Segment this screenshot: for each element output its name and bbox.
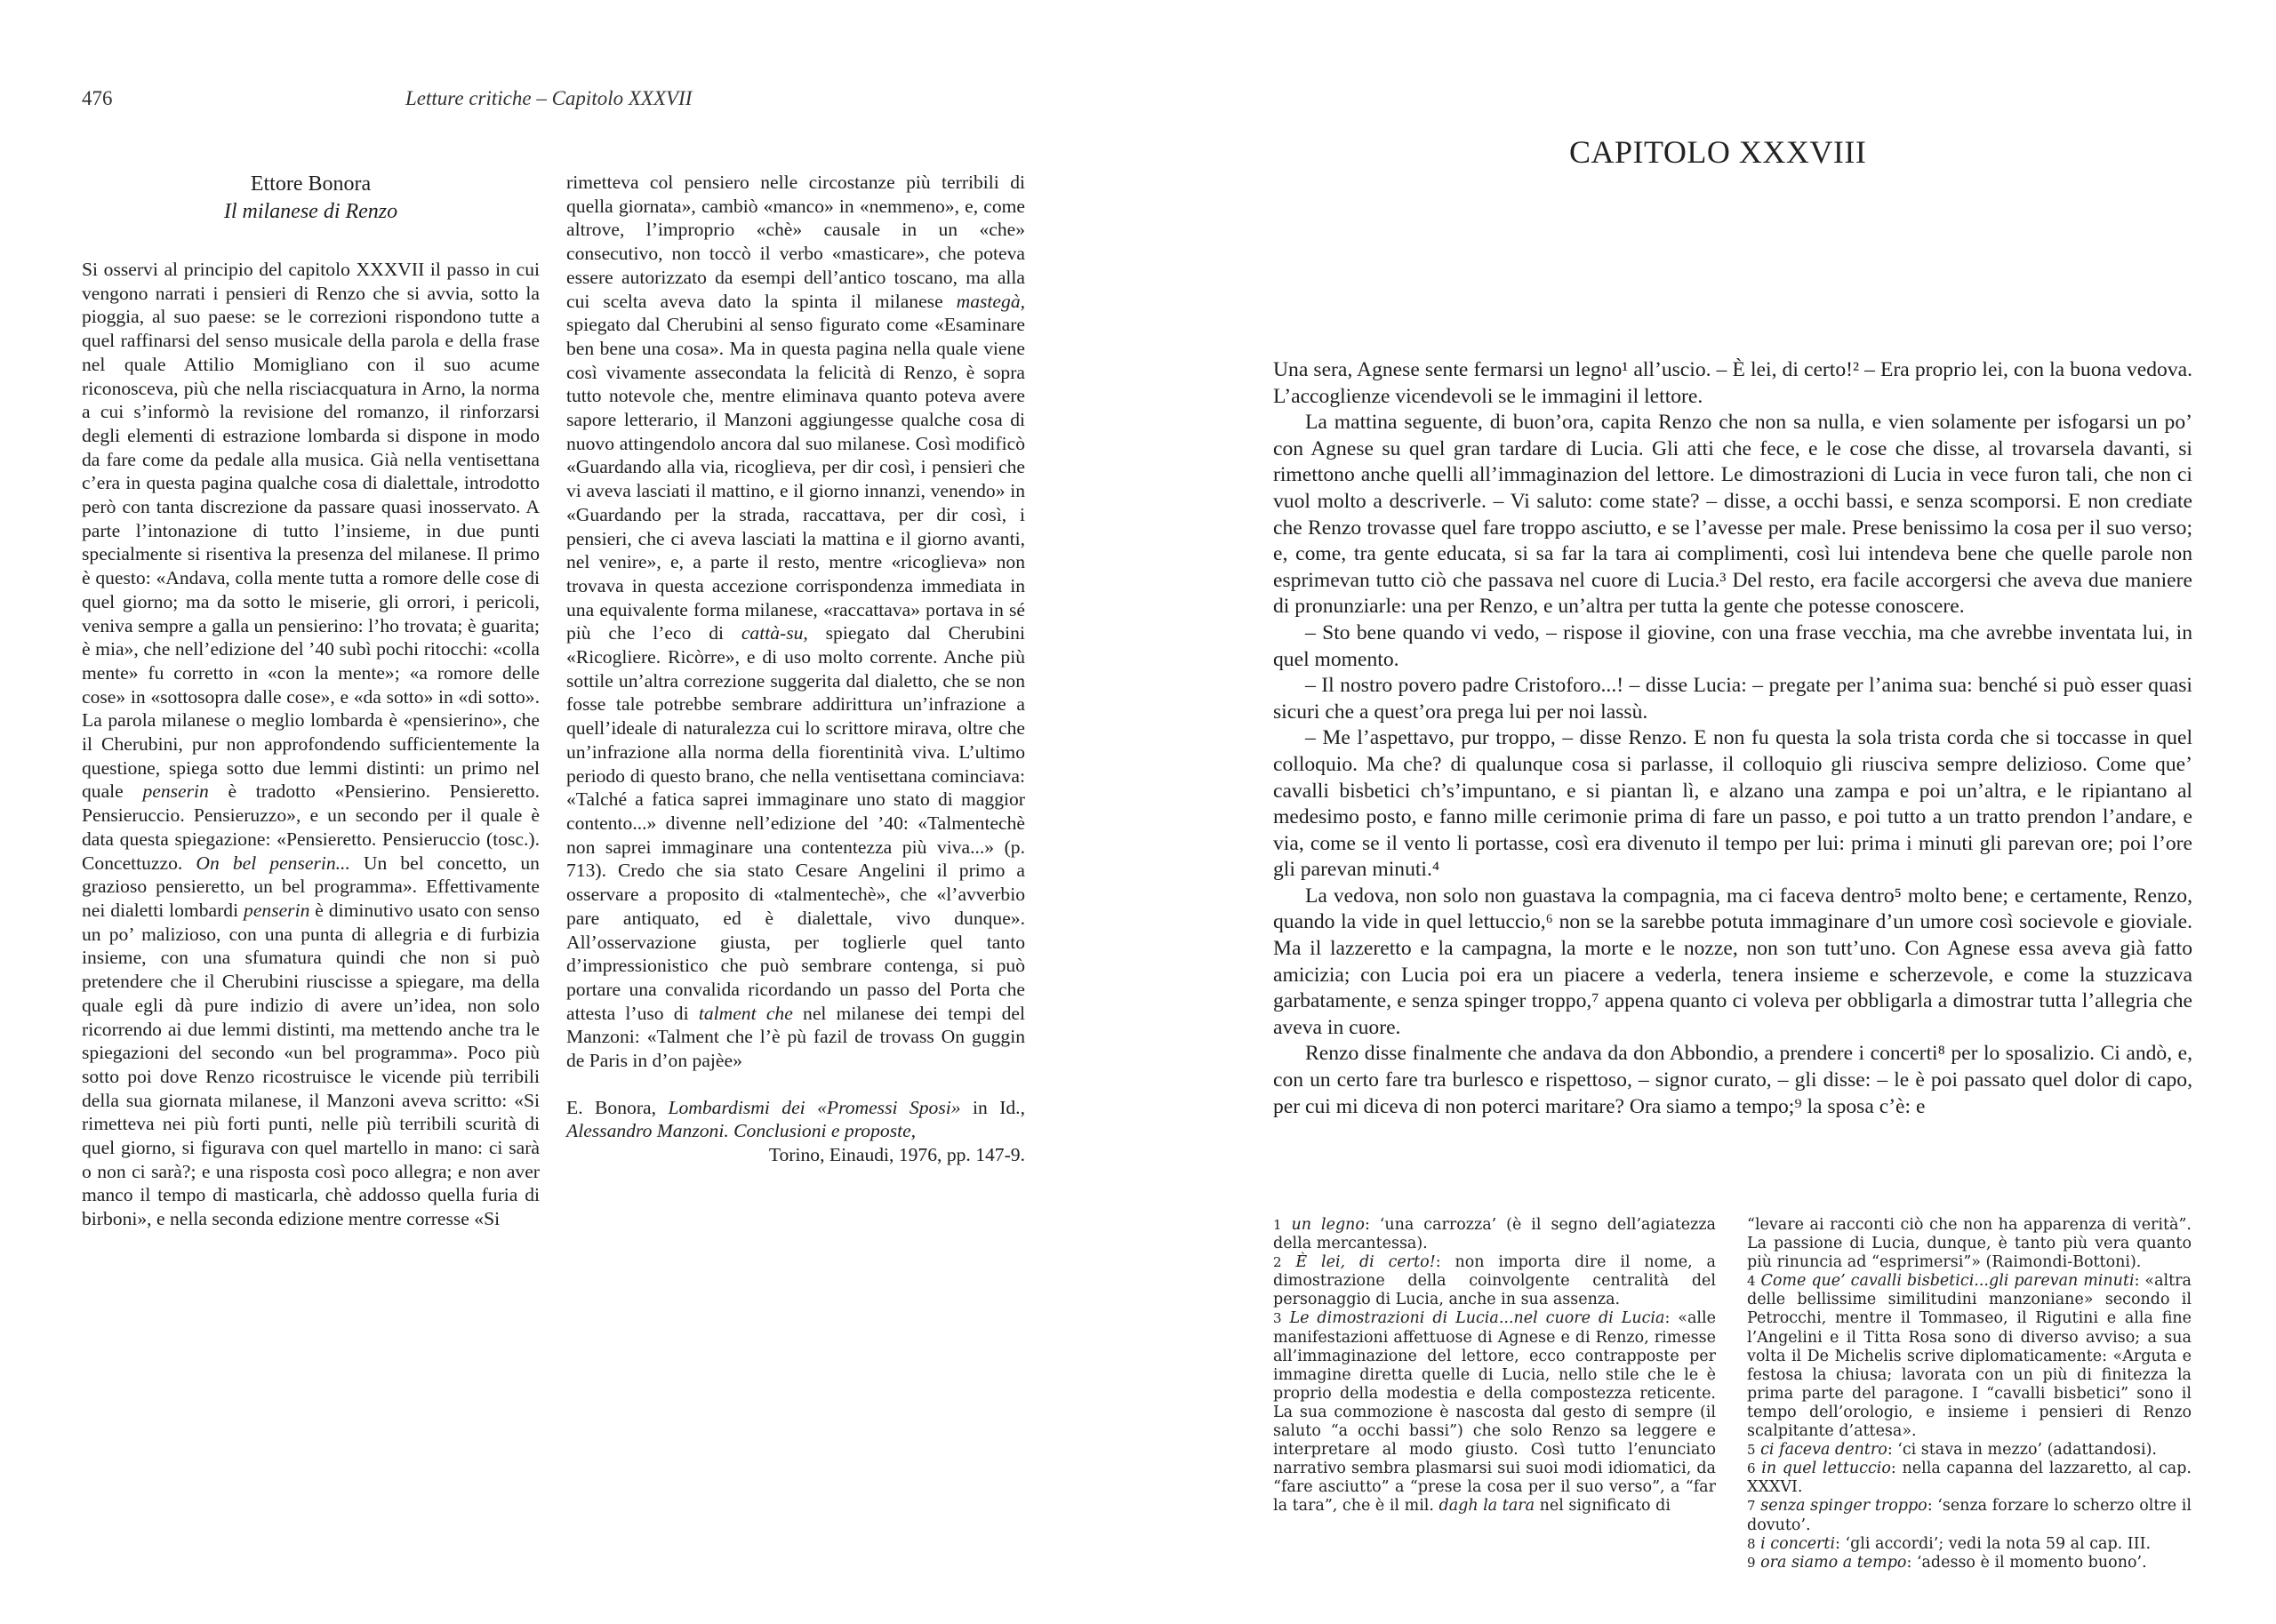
essay-text-part-1: Si osservi al principio del capitolo XXXVII il passo in cui vengono narrati i pensieri di Renzo che si avvia, sotto la pioggia, al suo paese: se le correzioni rispondono tutte a quel raffinarsi del senso musicale della parola e della frase nel quale Attilio Momigliano con il suo acume riconosceva, più che nella risciacquatura in Arno, la norma a cui s’informò la revisione del romanzo, il rinforzarsi degli elementi di estrazione lombarda si dispone in modo da fare come da pedale alla musica. Già nella ventisettana c’era in questa pagina qualche cosa di dialettale, introdotto però con tanta discrezione da passare quasi inosservato. A parte l’intonazione di tutto l’insieme, in due punti specialmente si risentiva la presenza del milanese. Il primo è questo: «Andava, colla mente tutta a romore delle cose di quel giorno; ma da sotto le miserie, gli orrori, i pericoli, veniva sempre a galla un pensierino: l’ho trovata; è guarita; è mia», che nell’edizione del ’40 subì pochi ritocchi: «colla mente» fu corretto in «con la mente»; «a romore delle cose» in «sottosopra dalle cose», e «da sotto» in «di sotto». La parola milanese o meglio lombarda è «pensierino», che il Cherubini, pur non approfondendo sufficientemente la questione, spiega sotto due lemmi distinti: un primo nel quale penserin è tradotto «Pensierino. Pensieretto. Pensieruccio. Pensieruzzo», e un secondo per il quale è data questa spiegazione: «Pensieretto. Pensieruccio (tosc.). Concettuzzo. On bel penserin... Un bel concetto, un grazioso pensieretto, un bel programma». Effettivamente nei dialetti lombardi penserin è diminutivo usato con senso un po’ malizioso, con una punta di allegria e di furbizia insieme, con una sfumatura quindi che non si può pretendere che il Cherubini riuscisse a spiegare, ma della quale egli dà pure indizio di avere un’idea, non solo ricorrendo ai due lemmi distinti, ma mettendo anche tra le spiegazioni del secondo «un bel programma». Poco più sotto poi dove Renzo ricostruisce le vicende più terribili della sua giornata milanese, il Manzoni aveva scritto: «Si rimetteva nei più forti punti, nelle più terribili scurità di quel giorno, si figurava con quel martello in mano: ci sarà o non ci sarà?; e una risposta così poco allegra; e non aver manco il tempo di masticarla, chè addosso quella furia di birboni», e nella seconda edizione mentre corresse «Si	[82, 259, 540, 1230]
essay-text-run: spiegato dal Cherubini «Ricogliere. Ricòrre», e di uso molto corrente. Anche più sottile un’altra correzione suggerita dal dialetto, che se non fosse tale potrebbe sembrare addirittura un’infrazione a quell’ideale di naturalezza cui lo scrittore mirava, oltre che un’infrazione alla norma della fiorentinità viva. L’ultimo periodo di questo brano, che nella ventisettana cominciava: «Talché a fatica saprei immaginare uno stato di maggior contento...» divenne nell’edizione del ’40: «Talmentechè non saprei immaginare una contentezza più viva...» (p. 713). Credo che sia stato Cesare Angelini il primo a osservare a proposito di «talmentechè», che «l’avverbio pare antiquato, ed è dialettale, vivo dunque». All’osservazione giusta, per toglierle quel tanto d’impressionistico che può sembrare contenga, si può portare una convalida ricordando un passo del Porta che attesta l’uso di	[566, 622, 1025, 1024]
essay-title: Il milanese di Renzo	[223, 200, 398, 223]
chapter-paragraph: Una sera, Agnese sente fermarsi un legno¹ all’uscio. – È lei, di certo!² – Era proprio lei, con la buona vedova. L’accoglienze vicendevoli se le immagini il lettore.	[1273, 358, 2192, 408]
chapter-paragraph: – Sto bene quando vi vedo, – rispose il giovine, con una frase vecchia, ma che avrebbe inventata lui, in quel momento.	[1273, 620, 2192, 671]
footnote: 2 È lei, di certo!: non importa dire il nome, a dimostrazione della coinvolgente centralità del personaggio di Lucia, anche in sua assenza.	[1273, 1253, 1716, 1309]
footnote: 1 un legno: ‘una carrozza’ (è il segno dell’agiatezza della mercantessa).	[1273, 1216, 1716, 1253]
chapter-text	[1273, 357, 2192, 1120]
chapter-paragraph: – Il nostro povero padre Cristoforo...! – disse Lucia: – pregate per l’anima sua: benché si può esser quasi sicuri che a quest’ora prega lui per noi lassù.	[1273, 674, 2192, 724]
footnotes-column-1	[1273, 1216, 1716, 1516]
essay-italic: cattà-su,	[741, 622, 808, 644]
footnotes-column-2	[1747, 1216, 2192, 1572]
page-number: 476	[82, 87, 113, 109]
essay-italic: talment che	[698, 1002, 793, 1024]
essay-author: Ettore Bonora	[250, 172, 372, 196]
right-page	[1138, 0, 2276, 1624]
footnote: 5 ci faceva dentro: ‘ci stava in mezzo’ (adattandosi).	[1747, 1441, 2157, 1460]
footnote: 8 i concerti: ‘gli accordi’; vedi la nota 59 al cap. III.	[1747, 1534, 2152, 1553]
footnote: 7 senza spinger troppo: ‘senza forzare lo scherzo oltre il dovuto’.	[1747, 1497, 2192, 1534]
footnote-continued: nel significato di	[1539, 1497, 1671, 1516]
essay-source-citation: E. Bonora, Lombardismi dei «Promessi Sposi» in Id., Alessandro Manzoni. Conclusioni e proposte, Torino, Einaudi, 1976, pp. 147-9.	[566, 1096, 1025, 1166]
essay-text-continued: è diminutivo usato con senso un po’ malizioso, con una punta di allegria e di furbizia insieme, con una sfumatura quindi che non si può pretendere che il Cherubini riuscisse a spiegare, ma della quale egli dà pure indizio di avere un’idea, non solo ricorrendo ai due lemmi distinti, ma mettendo anche tra le spiegazioni del secondo «un bel programma». Poco più sotto poi dove Renzo ricostruisce le vicende più terribili della sua giornata milanese, il Manzoni aveva scritto: «Si rimetteva nei più forti punti, nelle più terribili scurità di quel giorno, si figurava con quel martello in mano: ci sarà o non ci sarà?; e una risposta così poco allegra; e non aver manco il tempo di masticarla, chè addosso quella furia di birboni», e nella seconda edizione mentre corresse «Si	[82, 899, 540, 1230]
essay-header	[82, 171, 540, 226]
essay-italic: mastegà,	[956, 290, 1026, 312]
chapter-paragraph: Renzo disse finalmente che andava da don Abbondio, a prendere i concerti⁸ per lo sposalizio. Ci andò, e, con un certo fare tra burlesco e rispettoso, – signor curato, – gli disse: – le è poi passato quel dolor di capo, per cui mi diceva di non poterci maritare? Ora siamo a tempo;⁹ la sposa c’è: e	[1273, 1042, 2192, 1118]
essay-text-run: spiegato dal Cherubini al senso figurato come «Esaminare ben bene una cosa». Ma in questa pagina nella quale viene così vivamente assecondata la felicità di Renzo, è sopra tutto notevole che, mentre eliminava quanto poteva avere sapore letterario, il Manzoni aggiungesse qualche cosa di nuovo attingendolo ancora dal suo milanese. Così modificò «Guardando alla via, ricoglieva, per dir così, i pensieri che vi aveva lasciati il mattino, e il giorno innanzi, venendo» in «Guardando per la strada, raccattava, per dir così, i pensieri, che ci aveva lasciati la mattina e il giorno avanti, nel venire», e, a parte il resto, mentre «ricoglieva» non trovava in questa accezione corrispondenza immediata in una equivalente forma milanese, «raccattava» portava in sé più che l’eco di	[566, 314, 1025, 644]
footnote: 3 Le dimostrazioni di Lucia...nel cuore di Lucia: «alle manifestazioni affettuose di Agnese e di Renzo, rimesse all’immaginazione del lettore, ecco contrapposte per immagine diretta quelle di Lucia, nello stile che le è proprio della modestia e della compostezza reticente. La sua commozione è nascosta dal gesto di sempre (il saluto “a occhi bassi”) che solo Renzo sa leggere e interpretare al modo giusto. Così tutto l’enunciato narrativo sembra plasmarsi sui suoi modi idiomatici, da “fare asciutto” a “prese la cosa per il suo verso”, a “far la tara”, che è il mil. dagh la tara nel significato di	[1273, 1309, 1716, 1516]
essay-text-part-2	[566, 171, 1025, 1073]
chapter-paragraph: La mattina seguente, di buon’ora, capita Renzo che non sa nulla, e vien solamente per isfogarsi un po’ con Agnese su quel gran tardare di Lucia. Gli atti che fece, e le cose che disse, al trovarsela davanti, si rimettono anche quelli all’immaginazion del lettore. Le dimostrazioni di Lucia in vece furon tali, che non ci vuol molto a descriverle. – Vi saluto: come state? – disse, a occhi bassi, e senza scomporsi. E non crediate che Renzo trovasse quel fare troppo asciutto, e se l’avesse per male. Prese benissimo la cosa per il suo verso; e, come, tra gente educata, si sa far la tara ai complimenti, così lui intendeva bene che quelle parole non esprimevan tutto ciò che passava nel cuore di Lucia.³ Del resto, era facile accorgersi che aveva due maniere di pronunziarle: una per Renzo, e un’altra per tutta la gente che potesse conoscere.	[1273, 411, 2192, 619]
footnote-carryover: “levare ai racconti ciò che non ha apparenza di verità”. La passione di Lucia, dunque, è tanto più vera quanto più rinuncia ad “esprimersi”» (Raimondi-Bottoni).	[1747, 1216, 2192, 1272]
footnote: 6 in quel lettuccio: nella capanna del lazzaretto, al cap. XXXVI.	[1747, 1460, 2192, 1497]
running-title: Letture critiche – Capitolo XXXVII	[405, 87, 693, 109]
chapter-heading: CAPITOLO XXXVIII	[1569, 134, 1867, 170]
essay-column-2	[566, 171, 1025, 1167]
footnote: 9 ora siamo a tempo: ‘adesso è il momento buono’.	[1747, 1553, 2147, 1572]
essay-column-1	[82, 171, 540, 1231]
footnote: 4 Come que’ cavalli bisbetici...gli parevan minuti: «altra delle bellissime similitudini manzoniane» secondo il Petrocchi, mentre il Tommaseo, il Rigutini e alla fine l’Angelini e il Titta Rosa sono di diverso avviso; a sua volta il De Michelis scrive diplomaticamente: «Arguta e festosa la chiusa; lavorata con un più di finitezza la prima parte del paragone. I “cavalli bisbetici” sono il tempo dell’orologio, e insieme i pensieri di Renzo scalpitante d’attesa».	[1747, 1272, 2192, 1441]
chapter-paragraph: – Me l’aspettavo, pur troppo, – disse Renzo. E non fu questa la sola trista corda che si toccasse in quel colloquio. Ma che? di qualunque cosa si parlasse, il colloquio gli riusciva sempre delizioso. Come que’ cavalli bisbetici ch’s’impuntano, e si piantan lì, e alzano una zampa e poi un’altra, e le ripiantano al medesimo posto, e fanno mille cerimonie prima di fare un passo, e poi tutto a un tratto prendon l’andare, e via, come se il vento li portasse, così era divenuto il tempo per lui: prima i minuti gli parevan ore; poi l’ore gli parevan minuti.⁴	[1273, 726, 2192, 882]
essay-text-run: nel milanese dei tempi del Manzoni: «Talment che l’è pù fazil de trovass On guggin de Paris in d’on pajèe»	[566, 1002, 1025, 1072]
chapter-paragraph: La vedova, non solo non guastava la compagnia, ma ci faceva dentro⁵ molto bene; e certamente, Renzo, quando la vide in quel lettuccio,⁶ non se la sarebbe potuta immaginare d’un umore così socievole e gioviale. Ma il lazzeretto e la campagna, la morte e le nozze, non son tutt’uno. Con Agnese essa aveva già fatto amicizia; con Lucia poi era un piacere a vederla, tenera insieme e scherzevole, e come la stuzzicava garbatamente, e senza spinger troppo,⁷ appena quanto ci voleva per obbligarla a dimostrar tutta l’allegria che aveva in cuore.	[1273, 884, 2192, 1039]
essay-text-run: rimetteva col pensiero nelle circostanze più terribili di quella giornata», cambiò «manco» in «nemmeno», e, come altrove, l’improprio «chè» causale in un «che» consecutivo, non toccò il verbo «masticare», che poteva essere autorizzato da esempi dell’antico toscano, ma alla cui scelta aveva dato la spinta il milanese	[566, 172, 1025, 312]
